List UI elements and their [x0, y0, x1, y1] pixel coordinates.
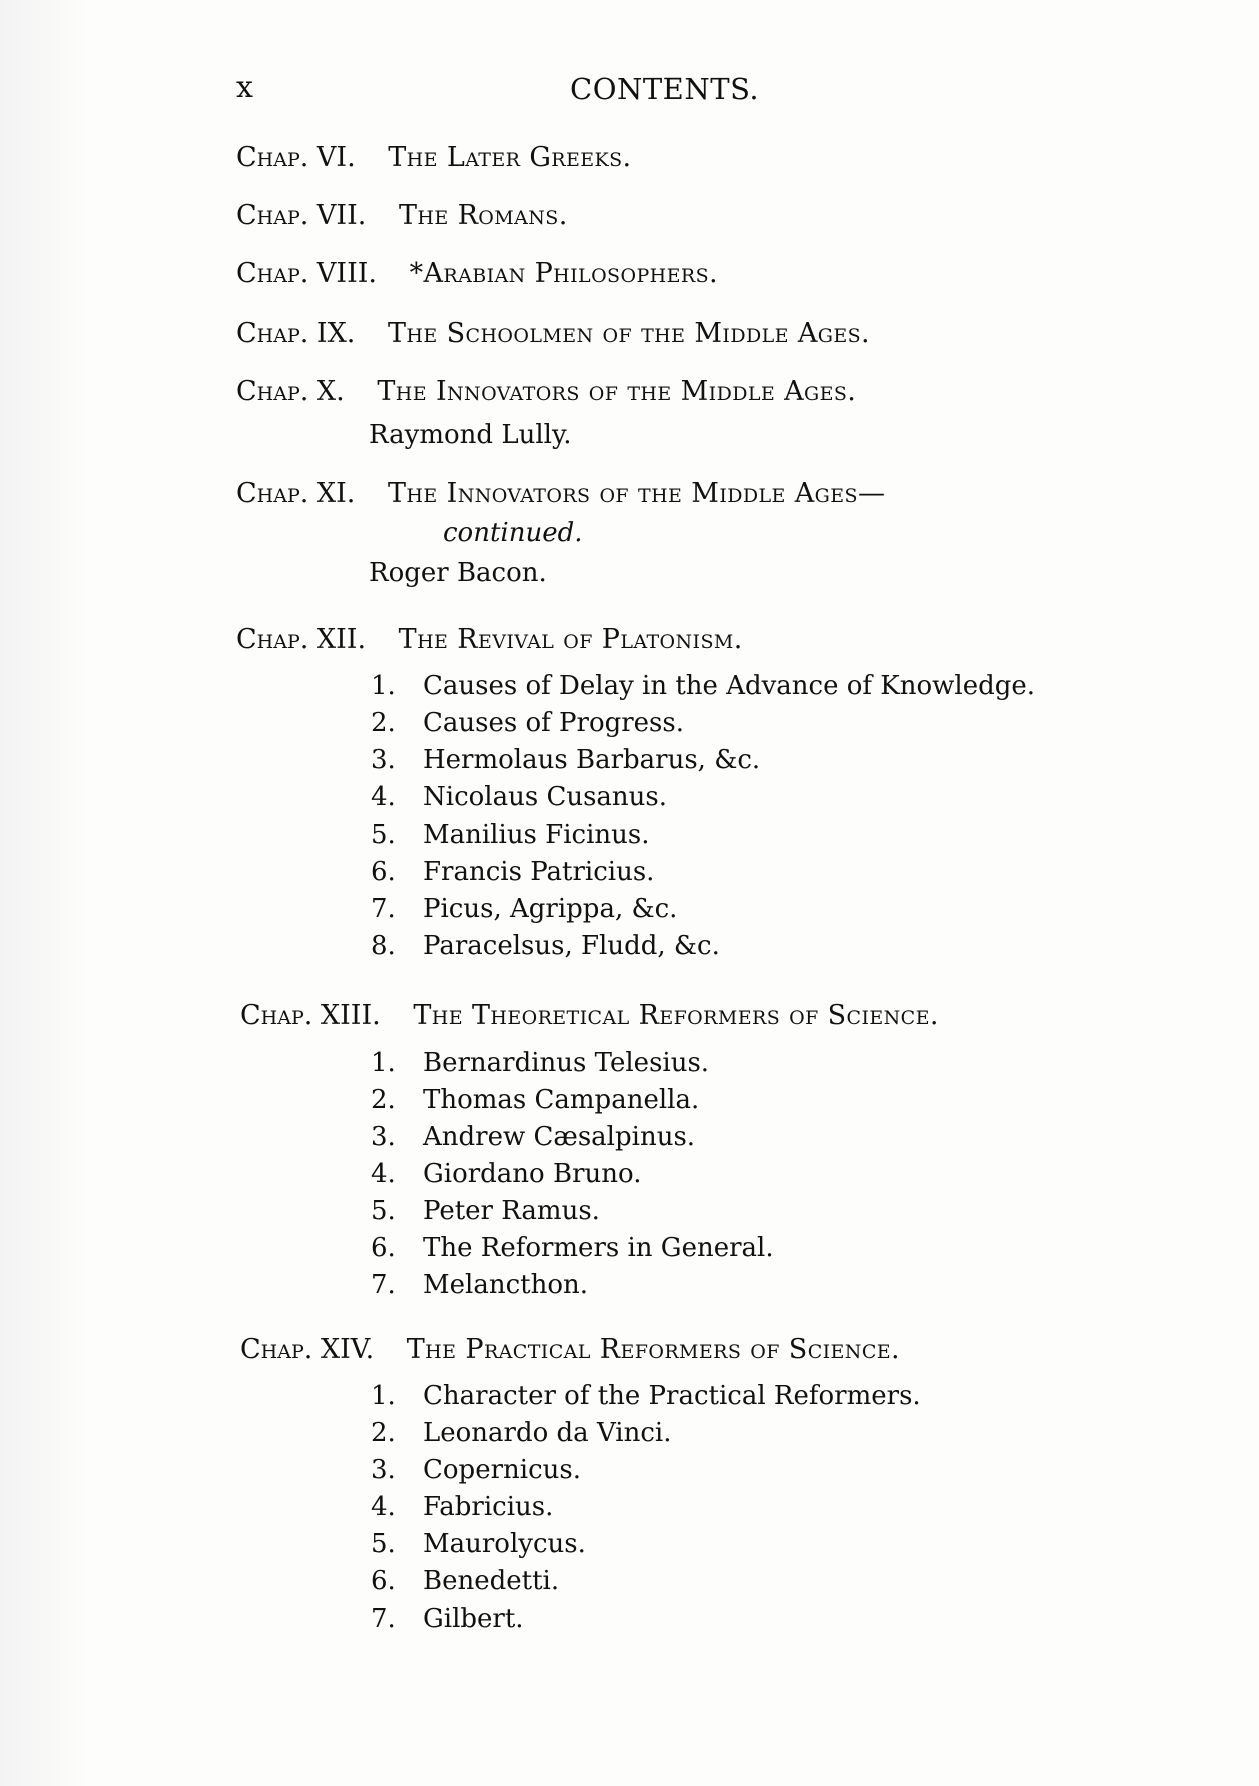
chapter-number: IX. — [316, 318, 356, 349]
chapter-title: The Innovators of the Middle Ages. — [377, 376, 857, 407]
chapter-number: X. — [316, 376, 345, 407]
item-number: 5. — [371, 1196, 396, 1226]
item-text: Manilius Ficinus. — [423, 820, 650, 850]
chapter-title: The Revival of Platonism. — [398, 624, 743, 655]
list-item — [371, 1418, 671, 1448]
chapter-number: VIII. — [316, 258, 377, 289]
item-text: Maurolycus. — [423, 1529, 586, 1559]
chapter-heading-xii — [236, 624, 743, 655]
chapter-label: Chap. — [236, 318, 309, 349]
item-text: The Reformers in General. — [423, 1233, 774, 1263]
list-item — [371, 745, 760, 775]
item-number: 3. — [371, 1122, 396, 1152]
item-number: 6. — [371, 1233, 396, 1263]
item-number: 3. — [371, 745, 396, 775]
chapter-heading-xiii — [240, 1000, 939, 1031]
item-number: 4. — [371, 782, 396, 812]
list-item — [371, 1529, 586, 1559]
item-text: Melancthon. — [423, 1270, 588, 1300]
item-number: 4. — [371, 1492, 396, 1522]
item-number: 8. — [371, 931, 396, 961]
item-number: 6. — [371, 1566, 396, 1596]
chapter-subject: Raymond Lully. — [369, 420, 572, 450]
chapter-heading-viii — [236, 258, 718, 289]
list-item — [371, 1085, 699, 1115]
list-item — [371, 1233, 774, 1263]
chapter-subject: Roger Bacon. — [369, 558, 547, 588]
item-text: Picus, Agrippa, &c. — [423, 894, 678, 924]
item-number: 5. — [371, 1529, 396, 1559]
chapter-number: XIV. — [320, 1334, 375, 1365]
item-number: 7. — [371, 1604, 396, 1634]
list-item — [371, 671, 1035, 701]
item-number: 2. — [371, 1085, 396, 1115]
page-number: x — [236, 70, 253, 105]
item-text: Leonardo da Vinci. — [423, 1418, 672, 1448]
chapter-number: VII. — [316, 200, 367, 231]
item-text: Nicolaus Cusanus. — [423, 782, 668, 812]
chapter-label: Chap. — [236, 376, 309, 407]
chapter-title: The Romans. — [398, 200, 568, 231]
item-text: Paracelsus, Fludd, &c. — [423, 931, 720, 961]
list-item — [371, 1159, 641, 1189]
chapter-label: Chap. — [236, 142, 309, 173]
list-item — [371, 857, 654, 887]
list-item — [371, 708, 684, 738]
item-text: Andrew Cæsalpinus. — [423, 1122, 696, 1152]
item-text: Benedetti. — [423, 1566, 560, 1596]
chapter-number: XI. — [316, 478, 356, 509]
list-item — [371, 931, 720, 961]
item-text: Francis Patricius. — [423, 857, 655, 887]
chapter-label: Chap. — [240, 1000, 313, 1031]
item-text: Giordano Bruno. — [423, 1159, 642, 1189]
list-item — [371, 1455, 581, 1485]
page-margin-shade — [0, 0, 90, 1786]
list-item — [371, 782, 667, 812]
chapter-heading-vii — [236, 200, 568, 231]
list-item — [371, 1196, 600, 1226]
list-item — [371, 820, 650, 850]
item-number: 2. — [371, 1418, 396, 1448]
list-item — [371, 1048, 709, 1078]
item-text: Gilbert. — [423, 1604, 524, 1634]
chapter-continued: continued. — [443, 518, 583, 548]
item-text: Causes of Progress. — [423, 708, 685, 738]
chapter-number: XII. — [316, 624, 367, 655]
item-number: 1. — [371, 671, 396, 701]
item-number: 1. — [371, 1048, 396, 1078]
page-title: CONTENTS. — [570, 72, 760, 106]
list-item — [371, 894, 677, 924]
item-number: 1. — [371, 1381, 396, 1411]
chapter-heading-ix — [236, 318, 870, 349]
list-item — [371, 1122, 695, 1152]
chapter-title: The Innovators of the Middle Ages— — [388, 478, 886, 509]
item-text: Fabricius. — [423, 1492, 554, 1522]
chapter-label: Chap. — [236, 200, 309, 231]
chapter-title: *Arabian Philosophers. — [409, 258, 718, 289]
item-number: 6. — [371, 857, 396, 887]
chapter-label: Chap. — [236, 258, 309, 289]
item-text: Causes of Delay in the Advance of Knowledge. — [423, 671, 1036, 701]
item-number: 3. — [371, 1455, 396, 1485]
chapter-label: Chap. — [240, 1334, 313, 1365]
chapter-title: The Later Greeks. — [388, 142, 632, 173]
item-number: 7. — [371, 894, 396, 924]
chapter-label: Chap. — [236, 624, 309, 655]
list-item — [371, 1604, 524, 1634]
item-number: 2. — [371, 708, 396, 738]
item-text: Thomas Campanella. — [423, 1085, 700, 1115]
chapter-heading-x — [236, 376, 856, 407]
chapter-number: VI. — [316, 142, 356, 173]
item-text: Bernardinus Telesius. — [423, 1048, 710, 1078]
chapter-number: XIII. — [320, 1000, 381, 1031]
list-item — [371, 1381, 921, 1411]
item-number: 4. — [371, 1159, 396, 1189]
item-text: Peter Ramus. — [423, 1196, 600, 1226]
chapter-heading-xiv — [240, 1334, 900, 1365]
list-item — [371, 1566, 559, 1596]
item-number: 5. — [371, 820, 396, 850]
item-text: Character of the Practical Reformers. — [423, 1381, 921, 1411]
chapter-heading-xi — [236, 478, 885, 509]
list-item — [371, 1492, 553, 1522]
item-text: Hermolaus Barbarus, &c. — [423, 745, 761, 775]
chapter-title: The Schoolmen of the Middle Ages. — [388, 318, 871, 349]
item-text: Copernicus. — [423, 1455, 581, 1485]
item-number: 7. — [371, 1270, 396, 1300]
chapter-title: The Practical Reformers of Science. — [406, 1334, 901, 1365]
chapter-label: Chap. — [236, 478, 309, 509]
list-item — [371, 1270, 588, 1300]
chapter-title: The Theoretical Reformers of Science. — [413, 1000, 939, 1031]
chapter-heading-vi — [236, 142, 632, 173]
